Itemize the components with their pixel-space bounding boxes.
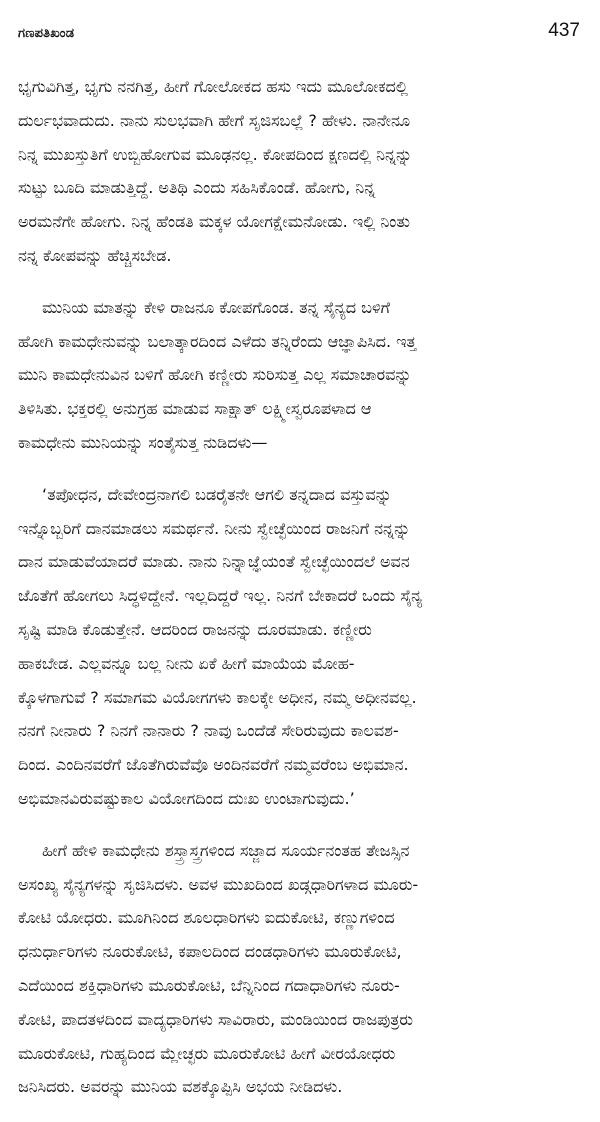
text-line: ಕೋಟಿ, ಪಾದತಳದಿಂದ ವಾದ್ಯಧಾರಿಗಳು ಸಾವಿರಾರು, ಮಂಡಿಯಿಂದ ರಾಜಪುತ್ರರು <box>18 1009 413 1029</box>
text-line: ‘ತಪೋಧನ, ದೇವೇಂದ್ರನಾಗಲಿ ಬಡರೈತನೇ ಆಗಲಿ ತನ್ನದಾದ ವಸ್ತುವನ್ನು <box>42 484 392 504</box>
text-line: ನನಗೆ ನೀನಾರು ? ನಿನಗೆ ನಾನಾರು ? ನಾವು ಒಂದೆಡೆ ಸೇರಿರುವುದು ಕಾಲವಶ- <box>18 721 399 741</box>
text-line: ಭೃಗುವಿಗಿತ್ತ, ಭೃಗು ನನಗಿತ್ತ, ಹೀಗೆ ಗೋಲೋಕದ ಹಸು ಇದು ಮೂಲೋಕದಲ್ಲಿ <box>18 77 408 96</box>
running-header: ಗಣಪತಿಖಂಡ <box>18 26 75 41</box>
text-line: ನನ್ನ ಕೋಪವನ್ನು ಹೆಚ್ಚಿಸಬೇಡ. <box>18 245 172 265</box>
text-line: ಹೋಗಿ ಕಾಮಧೇನುವನ್ನು ಬಲಾತ್ಕಾರದಿಂದ ಎಳೆದು ತನ್ನಿರೆಂದು ಆಜ್ಞಾಪಿಸಿದ. ಇತ್ತ <box>18 331 417 351</box>
text-line: ಜೊತೆಗೆ ಹೋಗಲು ಸಿದ್ಧಳಿದ್ದೇನೆ. ಇಲ್ಲದಿದ್ದರೆ ಇಲ್ಲ. ನಿನಗೆ ಬೇಕಾದರೆ ಒಂದು ಸೈನ್ಯ <box>18 586 423 606</box>
text-line: ಕ್ಕೊಳಗಾಗುವೆ ? ಸಮಾಗಮ ವಿಯೋಗಗಳು ಕಾಲಕ್ಕೇ ಅಧೀನ, ನಮ್ಮ ಅಧೀನವಲ್ಲ. <box>18 687 417 707</box>
text-line: ದುರ್ಲಭವಾದುದು. ನಾನು ಸುಲಭವಾಗಿ ಹೇಗೆ ಸೃಜಿಸಬಲ್ಲೆ ? ಹೇಳು. ನಾನೇನೂ <box>18 110 411 130</box>
text-line: ಧನುರ್ಧಾರಿಗಳು ನೂರುಕೋಟಿ, ಕಪಾಲದಿಂದ ದಂಡಧಾರಿಗಳು ಮೂರುಕೋಟಿ, <box>18 942 402 962</box>
text-line: ಮುನಿ ಕಾಮಧೇನುವಿನ ಬಳಿಗೆ ಹೋಗಿ ಕಣ್ಣೀರು ಸುರಿಸುತ್ತ ಎಲ್ಲ ಸಮಾಚಾರವನ್ನು <box>18 365 412 385</box>
text-line: ಅಭಿಮಾನವಿರುವಷ್ಟುಕಾಲ ವಿಯೋಗದಿಂದ ದುಃಖ ಉಂಟಾಗುವುದು.’ <box>18 788 355 808</box>
text-line: ಕಾಮಧೇನು ಮುನಿಯನ್ನು ಸಂತೈಸುತ್ತ ನುಡಿದಳು— <box>18 432 268 452</box>
text-line: ದಿಂದ. ಎಂದಿನವರೆಗೆ ಜೊತೆಗಿರುವೆವೊ ಅಂದಿನವರೆಗೆ ನಮ್ಮವರೆಂಬ ಅಭಿಮಾನ. <box>18 755 409 775</box>
text-line: ದಾನ ಮಾಡುವೆಯಾದರೆ ಮಾಡು. ನಾನು ನಿನ್ನಾಜ್ಞೆಯಂತೆ ಸ್ವೇಚ್ಛೆಯಿಂದಲೆ ಅವನ <box>18 552 410 572</box>
body-text <box>18 70 584 1122</box>
text-line: ಇನ್ನೊಬ್ಬರಿಗೆ ದಾನಮಾಡಲು ಸಮರ್ಥನೆ. ನೀನು ಸ್ವೇಚ್ಛೆಯಿಂದ ರಾಜನಿಗೆ ನನ್ನನ್ನು <box>18 518 411 538</box>
text-line: ಜನಿಸಿದರು. ಅವರನ್ನು ಮುನಿಯ ವಶಕ್ಕೊಪ್ಪಿಸಿ ಅಭಯ ನೀಡಿದಳು. <box>18 1077 343 1097</box>
paragraph-1 <box>18 70 584 273</box>
paragraph-3 <box>18 478 584 816</box>
text-line: ಮೂರುಕೋಟಿ, ಗುಹ್ಯದಿಂದ ಮ್ಲೇಚ್ಛರು ಮೂರುಕೋಟಿ ಹೀಗೆ ವೀರಯೋಧರು <box>18 1043 396 1063</box>
text-line: ಹಾಕಬೇಡ. ಎಲ್ಲವನ್ನೂ ಬಲ್ಲ ನೀನು ಏಕೆ ಹೀಗೆ ಮಾಯೆಯ ಮೋಹ- <box>18 653 355 673</box>
text-line: ಸುಟ್ಟು ಬೂದಿ ಮಾಡುತ್ತಿದ್ದೆ. ಅತಿಥಿ ಎಂದು ಸಹಿಸಿಕೊಂಡೆ. ಹೋಗು, ನಿನ್ನ <box>18 178 376 198</box>
text-line: ಮುನಿಯ ಮಾತನ್ನು ಕೇಳಿ ರಾಜನೂ ಕೋಪಗೊಂಡ. ತನ್ನ ಸೈನ್ಯದ ಬಳಿಗೆ <box>42 297 390 317</box>
text-line: ನಿನ್ನ ಮುಖಸ್ತುತಿಗೆ ಉಬ್ಬಿಹೋಗುವ ಮೂಢನಲ್ಲ. ಕೋಪದಿಂದ ಕ್ಷಣದಲ್ಲಿ ನಿನ್ನನ್ನು <box>18 144 413 164</box>
paragraph-4 <box>18 834 584 1104</box>
paragraph-2 <box>18 291 584 460</box>
text-line: ಕೋಟಿ ಯೋಧರು. ಮೂಗಿನಿಂದ ಶೂಲಧಾರಿಗಳು ಐದುಕೋಟಿ, ಕಣ್ಣುಗಳಿಂದ <box>18 908 395 928</box>
text-line: ಹೀಗೆ ಹೇಳಿ ಕಾಮಧೇನು ಶಸ್ತ್ರಾಸ್ತ್ರಗಳಿಂದ ಸಜ್ಜಾದ ಸೂರ್ಯನಂತಹ ತೇಜಸ್ಸಿನ <box>42 840 410 860</box>
text-line: ತಿಳಿಸಿತು. ಭಕ್ತರಲ್ಲಿ ಅನುಗ್ರಹ ಮಾಡುವ ಸಾಕ್ಷಾತ್ ಲಕ್ಷ್ಮೀಸ್ವರೂಪಳಾದ ಆ <box>18 399 372 419</box>
text-line: ಅರಮನೆಗೇ ಹೋಗು. ನಿನ್ನ ಹೆಂಡತಿ ಮಕ್ಕಳ ಯೋಗಕ್ಷೇಮನೋಡು. ಇಲ್ಲಿ ನಿಂತು <box>18 212 410 232</box>
text-line: ಎದೆಯಿಂದ ಶಕ್ತಿಧಾರಿಗಳು ಮೂರುಕೋಟಿ, ಬೆನ್ನಿನಿಂದ ಗದಾಧಾರಿಗಳು ನೂರು- <box>18 975 400 995</box>
text-line: ಅಸಂಖ್ಯ ಸೈನ್ಯಗಳನ್ನು ಸೃಜಿಸಿದಳು. ಅವಳ ಮುಖದಿಂದ ಖಡ್ಗಧಾರಿಗಳಾದ ಮೂರು- <box>18 874 419 894</box>
page-number: 437 <box>548 20 580 41</box>
text-line: ಸೃಷ್ಟಿ ಮಾಡಿ ಕೊಡುತ್ತೇನೆ. ಆದರಿಂದ ರಾಜನನ್ನು ದೂರಮಾಡು. ಕಣ್ಣೀರು <box>18 619 372 639</box>
